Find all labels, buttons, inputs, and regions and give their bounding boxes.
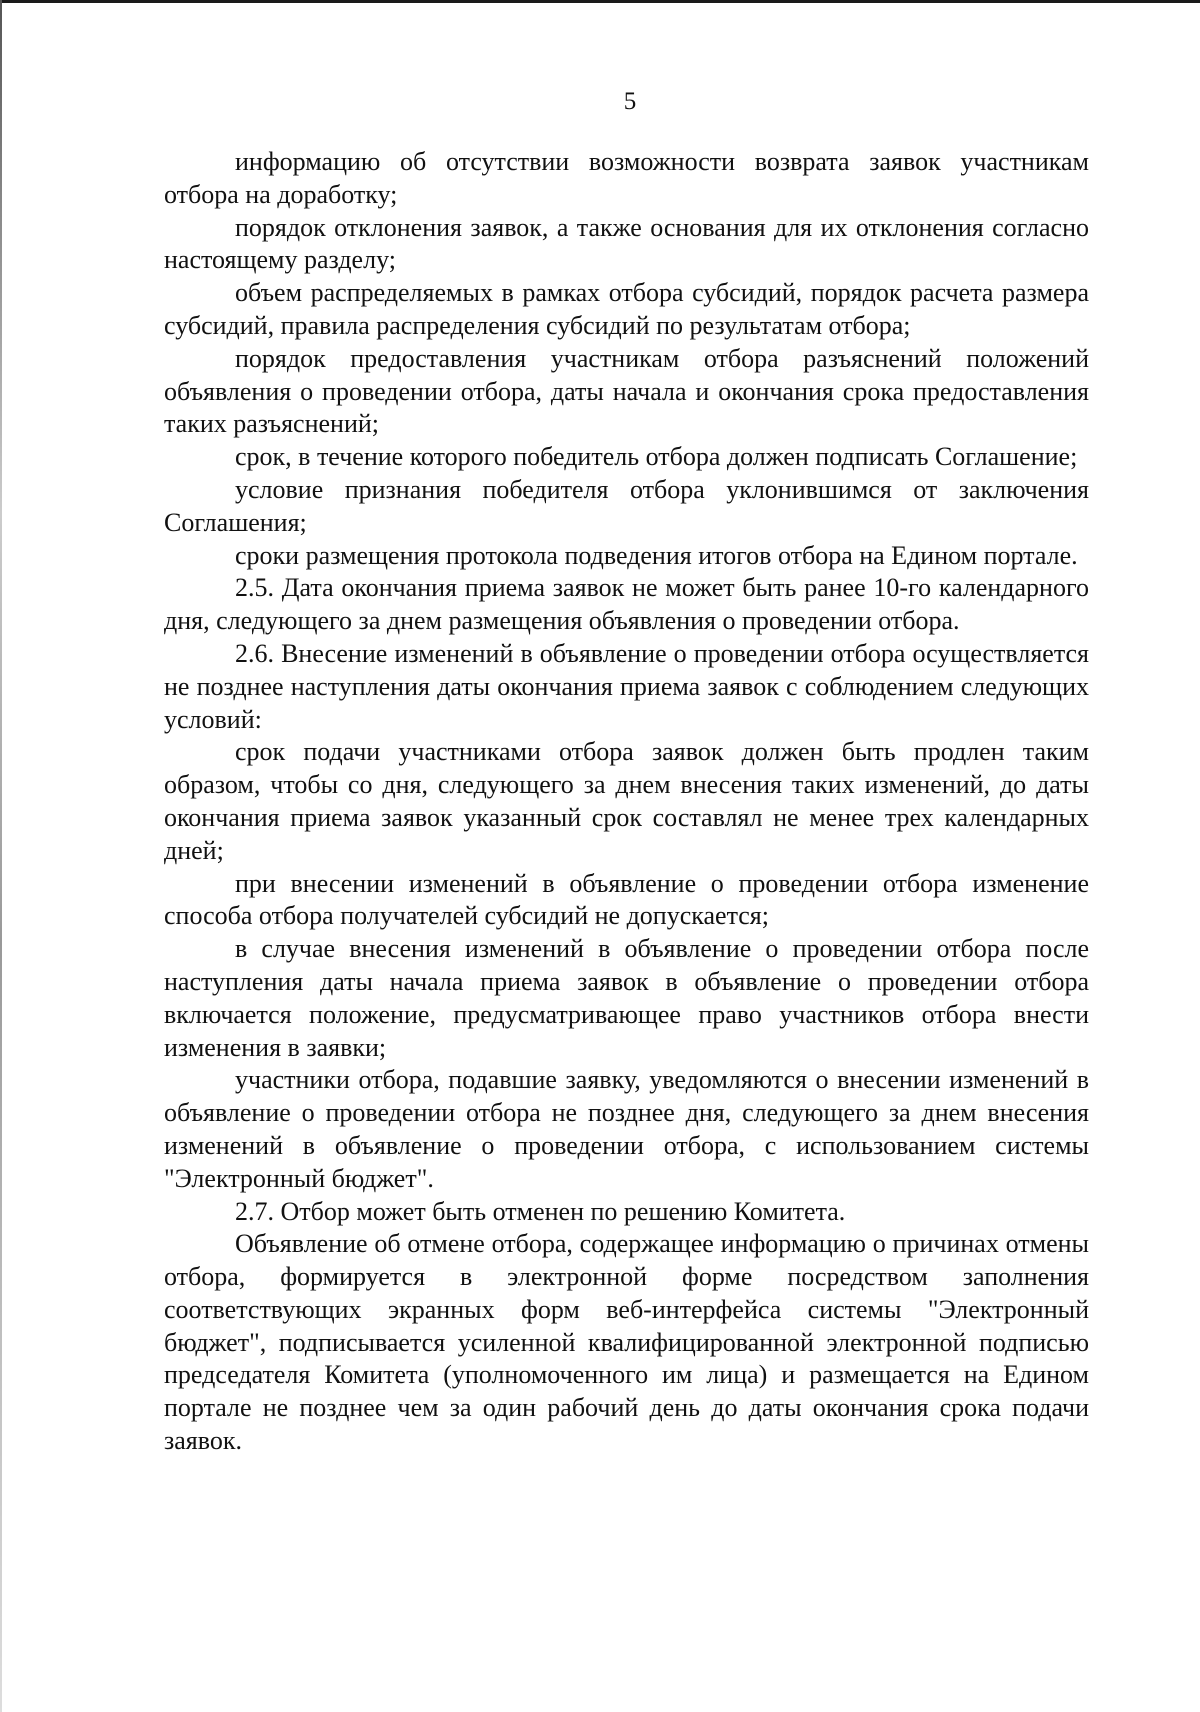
paragraph-rejection-order: порядок отклонения заявок, а также основания для их отклонения согласно настоящему разделу; — [164, 212, 1089, 275]
paragraph-subsidy-volume: объем распределяемых в рамках отбора субсидий, порядок расчета размера субсидий, правила распределения субсидий по результатам отбора; — [164, 278, 1089, 340]
page-number: 5 — [623, 88, 637, 115]
scan-left-edge — [0, 0, 2, 1712]
paragraph-info-no-return: информацию об отсутствии возможности возврата заявок участникам отбора на доработку; — [164, 147, 1089, 209]
paragraph-evasion-condition: условие признания победителя отбора уклонившимся от заключения Соглашения; — [164, 474, 1089, 537]
paragraph-deadline-extension: срок подачи участниками отбора заявок должен быть продлен таким образом, чтобы со дня, следующего за днем внесения таких изменений, до даты окончания приема заявок указанный срок составлял не менее трех календарных дней; — [164, 737, 1089, 865]
paragraph-protocol-deadline: сроки размещения протокола подведения итогов отбора на Едином портале. — [235, 540, 1078, 570]
paragraph-signing-deadline: срок, в течение которого победитель отбора должен подписать Соглашение; — [235, 442, 1078, 472]
paragraph-clarifications: порядок предоставления участникам отбора разъяснений положений объявления о проведении отбора, даты начала и окончания срока предоставления таких разъяснений; — [164, 343, 1089, 439]
paragraph-2-5: 2.5. Дата окончания приема заявок не может быть ранее 10-го календарного дня, следующего за днем размещения объявления о проведении отбора. — [164, 573, 1089, 636]
paragraph-method-change: при внесении изменений в объявление о проведении отбора изменение способа отбора получателей субсидий не допускается; — [164, 868, 1089, 931]
paragraph-notification: участники отбора, подавшие заявку, уведомляются о внесении изменений в объявление о проведении отбора не позднее дня, следующего за днем внесения изменений в объявление о проведении отбора, с использованием системы "Электронный бюджет". — [164, 1065, 1089, 1193]
document-body — [164, 146, 1089, 1458]
scan-top-edge — [0, 0, 1200, 3]
paragraph-2-6: 2.6. Внесение изменений в объявление о проведении отбора осуществляется не позднее наступления даты окончания приема заявок с соблюдением следующих условий: — [164, 638, 1089, 734]
paragraph-2-7: 2.7. Отбор может быть отменен по решению Комитета. — [235, 1196, 846, 1226]
paragraph-cancellation-notice: Объявление об отмене отбора, содержащее информацию о причинах отмены отбора, формируется в электронной форме посредством заполнения соответствующих экранных форм веб-интерфейса системы "Электронный бюджет", подписывается усиленной квалифицированной электронной подписью председателя Комитета (уполномоченного им лица) и размещается на Едином портале не позднее чем за один рабочий день до даты окончания срока подачи заявок. — [164, 1229, 1089, 1456]
paragraph-after-start: в случае внесения изменений в объявление о проведении отбора после наступления даты начала приема заявок в объявление о проведении отбора включается положение, предусматривающее право участников отбора внести изменения в заявки; — [164, 934, 1089, 1062]
